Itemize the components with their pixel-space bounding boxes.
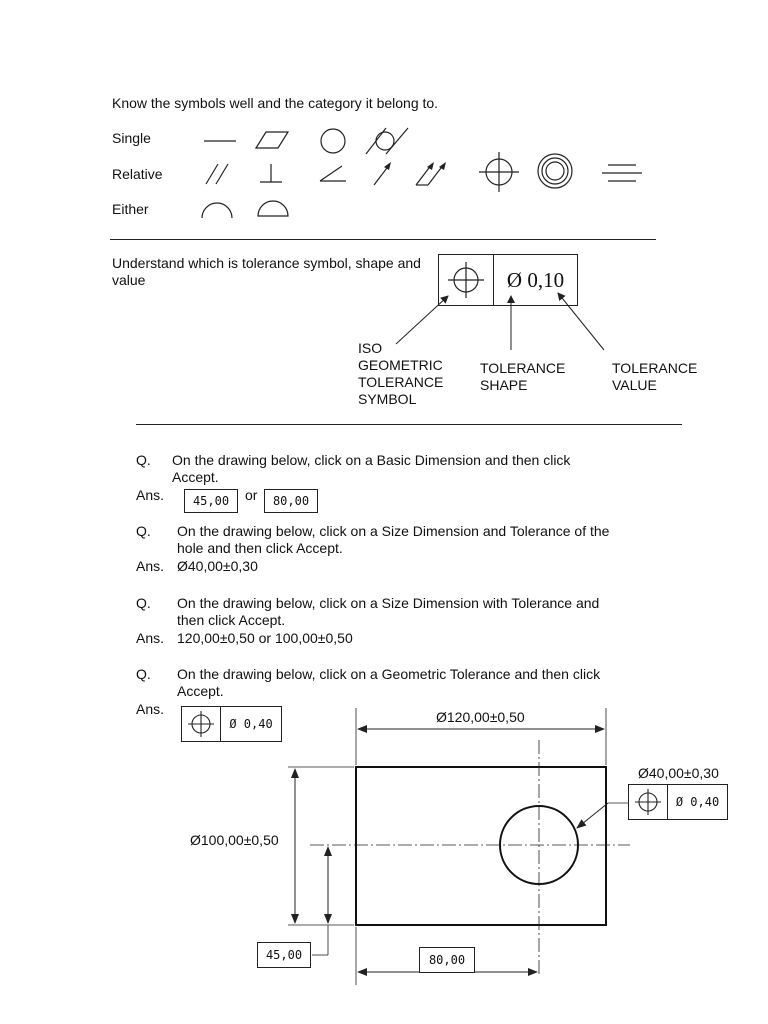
tolerance-heading: Understand which is tolerance symbol, shape and value: [112, 255, 421, 288]
q4-text: On the drawing below, click on a Geometric Tolerance and then click Accept.: [177, 666, 601, 699]
label-tolerance-shape: TOLERANCE SHAPE: [480, 360, 566, 393]
answer-basic-dim-80[interactable]: 80,00: [264, 489, 318, 513]
q4-ans-marker: Ans.: [136, 701, 165, 717]
q3-text: On the drawing below, click on a Size Dimension with Tolerance and then click Accept.: [177, 595, 600, 628]
frame-shape: Ø: [506, 267, 523, 292]
label-tolerance-symbol: ISO GEOMETRIC TOLERANCE SYMBOL: [358, 340, 444, 407]
dim-width-text[interactable]: Ø120,00±0,50: [436, 709, 525, 725]
q2-text: On the drawing below, click on a Size Dimension and Tolerance of the hole and then click Accept.: [177, 523, 610, 556]
part-outline[interactable]: [356, 767, 606, 925]
q1-ans-marker: Ans.: [136, 487, 165, 503]
q3-answer: 120,00±0,50 or 100,00±0,50: [177, 630, 353, 646]
answer-frame-value-cell: Ø 0,40: [229, 717, 273, 731]
frame-value: 0,10: [527, 267, 565, 292]
q3-ans-marker: Ans.: [136, 630, 165, 646]
q4-marker: Q.: [136, 666, 151, 682]
category-label-either: Either: [112, 201, 149, 217]
drawing-geometric-tolerance-frame[interactable]: [628, 784, 728, 820]
basic-dim-45-box[interactable]: 45,00: [257, 942, 311, 968]
q3-marker: Q.: [136, 595, 151, 611]
position-icon: [633, 787, 663, 817]
label-tolerance-value: TOLERANCE VALUE: [612, 360, 698, 393]
q2-marker: Q.: [136, 523, 151, 539]
q2-answer: Ø40,00±0,30: [177, 558, 258, 574]
basic-dim-80-box[interactable]: 80,00: [419, 947, 475, 973]
dim-height-text[interactable]: Ø100,00±0,50: [190, 832, 279, 848]
q1-marker: Q.: [136, 452, 151, 468]
answer-joiner: or: [245, 487, 258, 503]
category-label-single: Single: [112, 130, 151, 146]
symbols-heading: Know the symbols well and the category it belong to.: [112, 95, 439, 111]
dim-hole-text[interactable]: Ø40,00±0,30: [638, 765, 719, 781]
q2-ans-marker: Ans.: [136, 558, 165, 574]
drawing-frame-symbol-cell: [629, 785, 667, 819]
answer-basic-dim-45[interactable]: 45,00: [184, 489, 238, 513]
q1-text: On the drawing below, click on a Basic Dimension and then click Accept.: [172, 452, 571, 485]
drawing-frame-value-cell: Ø 0,40: [675, 795, 720, 809]
category-label-relative: Relative: [112, 166, 163, 182]
